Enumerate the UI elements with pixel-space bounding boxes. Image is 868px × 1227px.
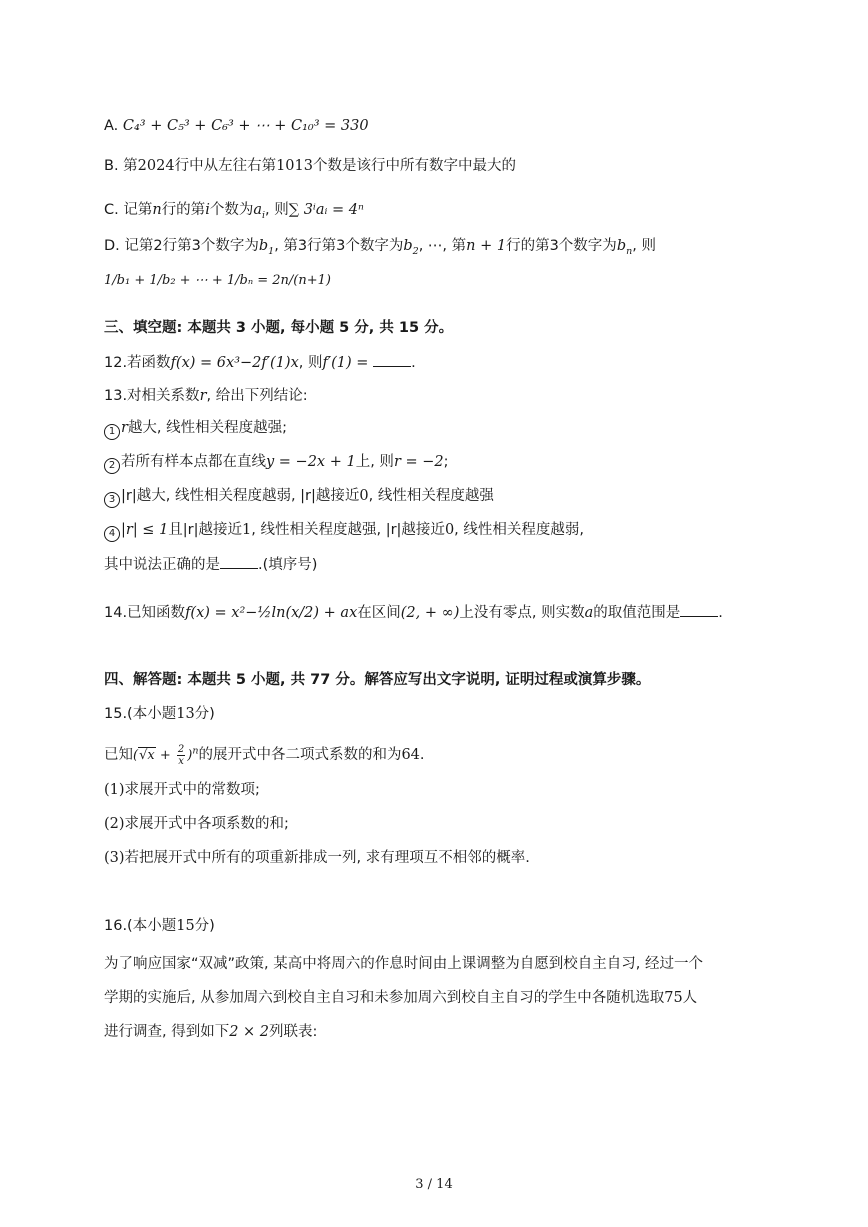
question-16-line-3: 进行调查, 得到如下2 × 2列联表: [104,1024,318,1040]
question-15-head: 15.(本小题13分) [104,706,215,722]
option-d-formula: 1/b₁ + 1/b₂ + ⋯ + 1/bₙ = 2n/(n+1) [104,273,331,288]
question-13-statement-1: 1 r越大, 线性相关程度越强; [104,418,287,440]
question-15-stem: 已知(√x + $\frac{2}{x}$ )$^n$的展开式中各二项式系数的和为64. [104,744,425,767]
question-16-line-2: 学期的实施后, 从参加周六到校自主自习和未参加周六到校自主自习的学生中各随机选取75人 [104,990,698,1006]
circled-2-icon: 2 [104,458,120,474]
answer-blank-14 [680,602,718,617]
answer-blank-13 [220,554,258,569]
question-15-part-3: (3)若把展开式中所有的项重新排成一列, 求有理项互不相邻的概率. [104,850,530,866]
question-14: 14.已知函数f(x) = x²−½ln(x/2) + ax在区间(2, + ∞)上没有零点, 则实数a的取值范围是 . [104,602,723,623]
circled-3-icon: 3 [104,492,120,508]
question-12: 12.若函数f(x) = 6x³−2f′(1)x, 则f′(1) = . [104,352,416,373]
section-4-title: 四、解答题: 本题共 5 小题, 共 77 分。解答应写出文字说明, 证明过程或演算步骤。 [104,672,651,688]
section-3-title: 三、填空题: 本题共 3 小题, 每小题 5 分, 共 15 分。 [104,320,454,336]
question-13-answer: 其中说法正确的是 .(填序号) [104,554,317,575]
question-13-statement-4: 4 |r| ≤ 1且|r|越接近1, 线性相关程度越强, |r|越接近0, 线性相关程度越弱, [104,520,584,542]
option-d: D. 记第2行第3个数字为$b_1$, 第3行第3个数字为$b_2$, ⋯, 第n + 1行的第3个数字为$b_n$, 则 [104,238,656,257]
binomial-expression: (√x + $\frac{2}{x}$ )$^n$ [133,744,199,767]
circled-4-icon: 4 [104,526,120,542]
circled-1-icon: 1 [104,424,120,440]
page-number: 3 / 14 [415,1177,453,1192]
question-16-line-1: 为了响应国家“双减”政策, 某高中将周六的作息时间由上课调整为自愿到校自主自习, 经过一个 [104,956,703,972]
option-b: B. 第2024行中从左往右第1013个数是该行中所有数字中最大的 [104,158,516,174]
question-13-statement-2: 2 若所有样本点都在直线y = −2x + 1上, 则r = −2; [104,452,449,474]
option-c: C. 记第n行的第i个数为$a_i$, 则∑ 3ⁱaᵢ = 4ⁿ [104,202,364,221]
question-13-stem: 13.对相关系数r, 给出下列结论: [104,388,308,404]
option-c-formula: ∑ 3ⁱaᵢ = 4ⁿ [288,202,364,218]
question-16-head: 16.(本小题15分) [104,918,215,934]
answer-blank-12 [373,352,411,367]
question-13-statement-3: 3 |r|越大, 线性相关程度越弱, |r|越接近0, 线性相关程度越强 [104,486,494,508]
question-15-part-2: (2)求展开式中各项系数的和; [104,816,289,832]
question-15-part-1: (1)求展开式中的常数项; [104,782,260,798]
option-a-math: C₄³ + C₅³ + C₆³ + ⋯ + C₁₀³ = 330 [122,118,369,134]
option-a: A. C₄³ + C₅³ + C₆³ + ⋯ + C₁₀³ = 330 [104,118,369,134]
